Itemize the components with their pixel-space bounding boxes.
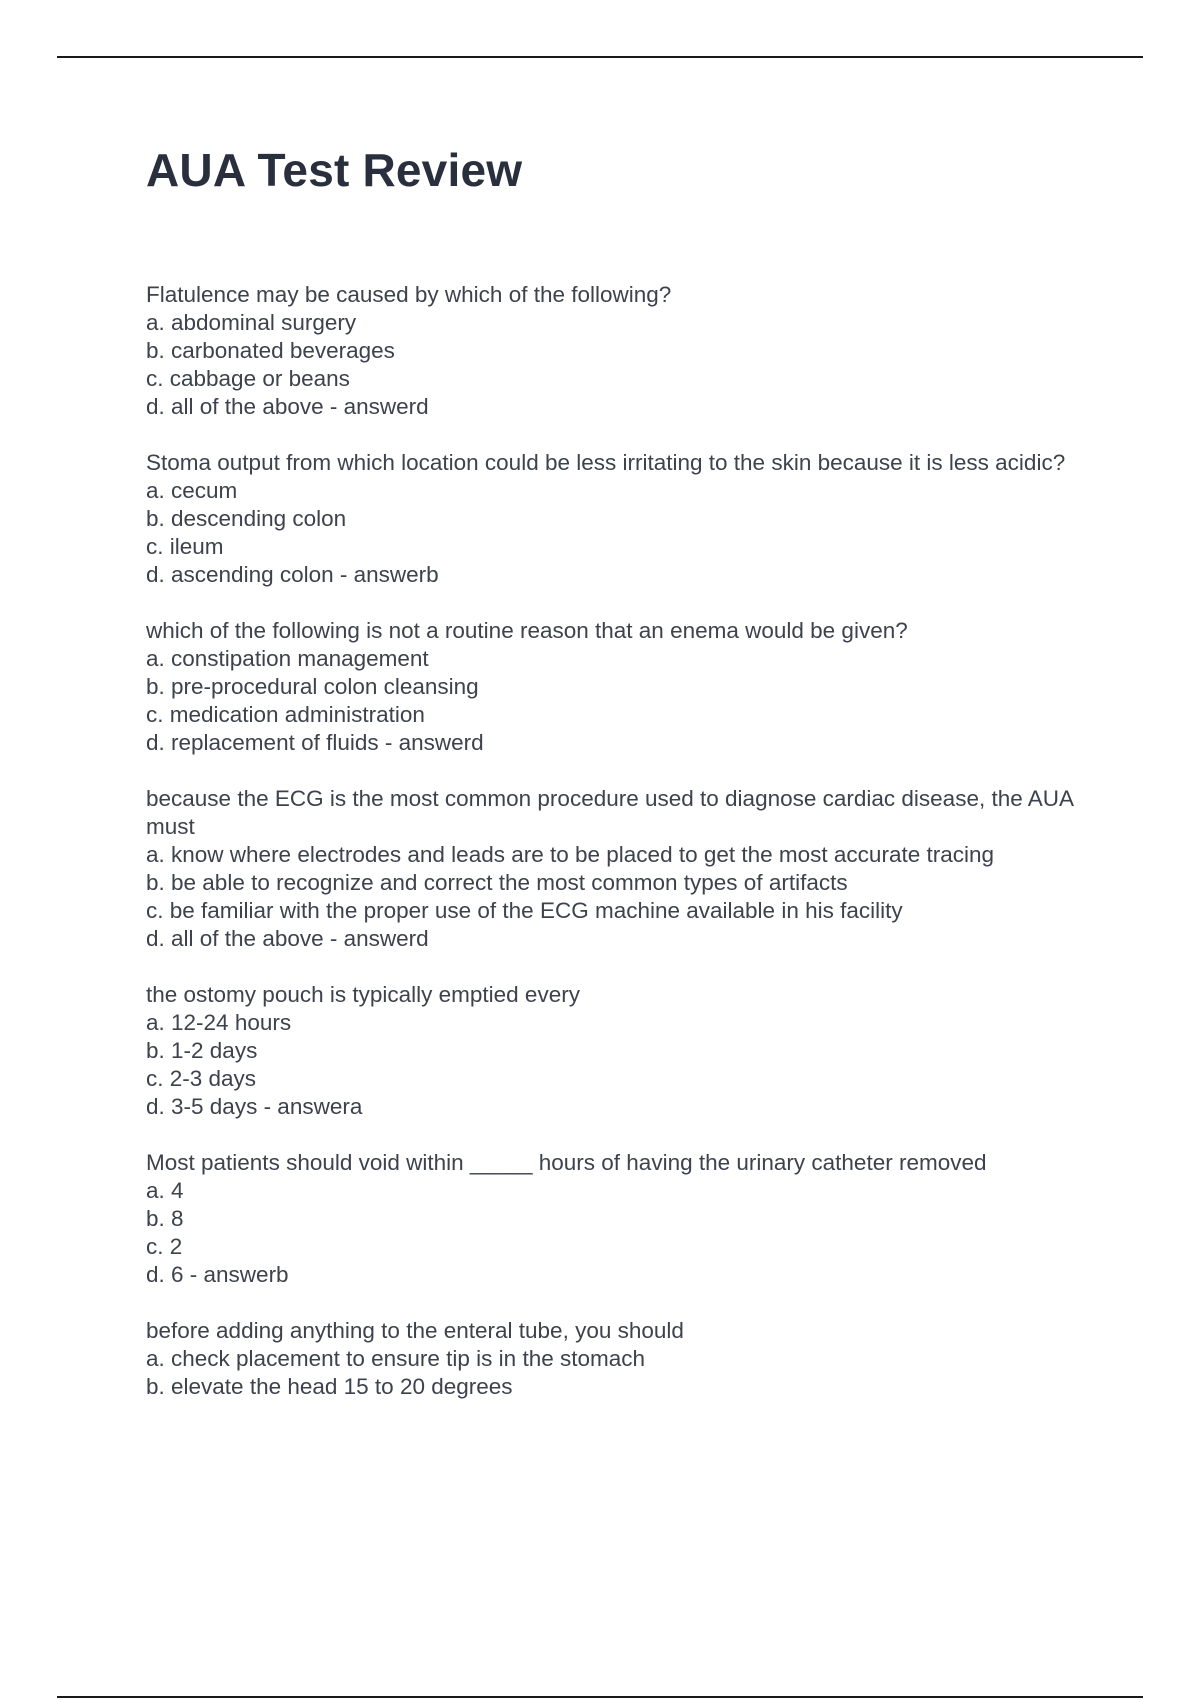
answer-option: d. all of the above - answerd (146, 394, 429, 419)
answer-option: a. abdominal surgery (146, 310, 357, 335)
answer-option: c. 2-3 days (146, 1066, 257, 1091)
answer-option: b. carbonated beverages (146, 338, 395, 363)
document-title: AUA Test Review (146, 144, 523, 196)
answer-option: c. 2 (146, 1234, 183, 1259)
answer-option: a. 12-24 hours (146, 1010, 292, 1035)
answer-option: c. ileum (146, 534, 224, 559)
answer-option: c. medication administration (146, 702, 425, 727)
question-block (146, 1317, 1106, 1401)
document-body (146, 140, 1106, 1429)
answer-option: a. cecum (146, 478, 238, 503)
top-rule (57, 56, 1143, 58)
answer-option: a. constipation management (146, 646, 429, 671)
answer-option: b. elevate the head 15 to 20 degrees (146, 1374, 513, 1399)
answer-option: b. 8 (146, 1206, 184, 1231)
bottom-rule (57, 1696, 1143, 1698)
question-prompt: Stoma output from which location could be less irritating to the skin because it is less acidic? (146, 450, 1066, 475)
question-prompt: the ostomy pouch is typically emptied every (146, 982, 580, 1007)
question-block (146, 281, 1106, 421)
question-prompt: because the ECG is the most common procedure used to diagnose cardiac disease, the AUA must (146, 786, 1073, 839)
question-prompt: Most patients should void within _____ hours of having the urinary catheter removed (146, 1150, 987, 1175)
answer-option: a. 4 (146, 1178, 184, 1203)
answer-option: a. check placement to ensure tip is in the stomach (146, 1346, 646, 1371)
answer-option: d. 6 - answerb (146, 1262, 289, 1287)
answer-option: b. be able to recognize and correct the most common types of artifacts (146, 870, 848, 895)
question-block (146, 785, 1106, 953)
question-block (146, 449, 1106, 589)
question-block (146, 1149, 1106, 1289)
question-list (146, 281, 1106, 1401)
answer-option: a. know where electrodes and leads are to be placed to get the most accurate tracing (146, 842, 995, 867)
answer-option: c. be familiar with the proper use of the ECG machine available in his facility (146, 898, 903, 923)
answer-option: b. pre-procedural colon cleansing (146, 674, 479, 699)
answer-option: d. replacement of fluids - answerd (146, 730, 484, 755)
answer-option: c. cabbage or beans (146, 366, 350, 391)
answer-option: b. descending colon (146, 506, 347, 531)
question-prompt: which of the following is not a routine reason that an enema would be given? (146, 618, 908, 643)
answer-option: d. all of the above - answerd (146, 926, 429, 951)
question-prompt: Flatulence may be caused by which of the following? (146, 282, 672, 307)
question-block (146, 981, 1106, 1121)
answer-option: d. 3-5 days - answera (146, 1094, 363, 1119)
question-block (146, 617, 1106, 757)
answer-option: b. 1-2 days (146, 1038, 258, 1063)
question-prompt: before adding anything to the enteral tube, you should (146, 1318, 684, 1343)
answer-option: d. ascending colon - answerb (146, 562, 439, 587)
